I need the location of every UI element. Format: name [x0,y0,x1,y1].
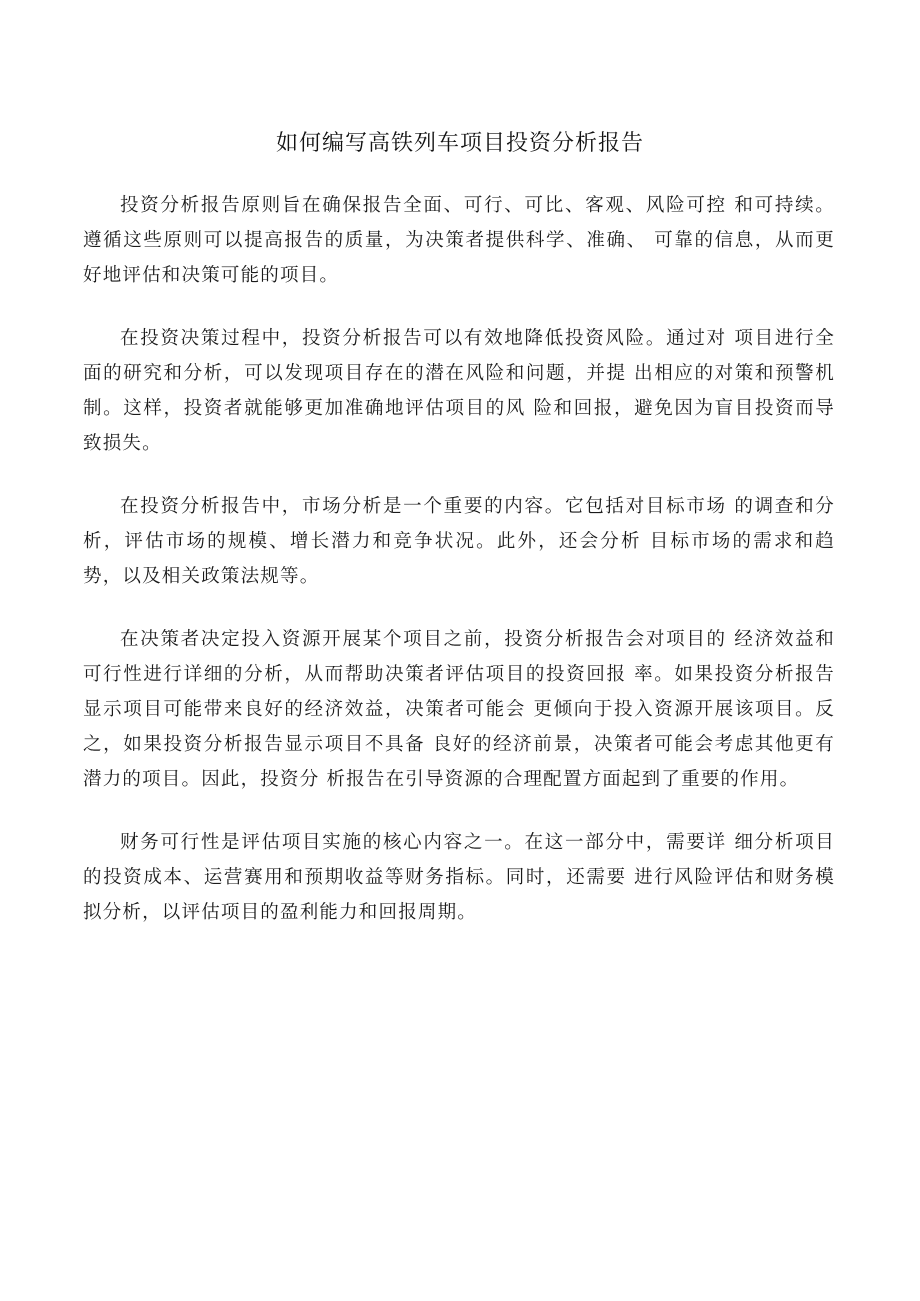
document-title: 如何编写高铁列车项目投资分析报告 [275,131,644,156]
document-body [83,188,835,958]
paragraph: 在投资分析报告中，市场分析是一个重要的内容。它包括对目标市场 的调查和分析，评估市场的规模、增长潜力和竞争状况。此外，还会分析 目标市场的需求和趋势，以及相关政策法规等。 [83,496,835,587]
paragraph: 财务可行性是评估项目实施的核心内容之一。在这一部分中，需要详 细分析项目的投资成本、运营赛用和预期收益等财务指标。同时，还需要 进行风险评估和财务模拟分析，以评估项目的盈利能力和回报周期。 [83,832,835,923]
paragraph: 投资分析报告原则旨在确保报告全面、可行、可比、客观、风险可控 和可持续。遵循这些原则可以提高报告的质量，为决策者提供科学、准确、 可靠的信息，从而更好地评估和决策可能的项目。 [83,195,835,286]
paragraph: 在投资决策过程中，投资分析报告可以有效地降低投资风险。通过对 项目进行全面的研究和分析，可以发现项目存在的潜在风险和问题，并提 出相应的对策和预警机制。这样，投资者就能够更加准确地评估项目的风 险和回报，避免因为盲目投资而导致损失。 [83,328,835,454]
paragraph: 在决策者决定投入资源开展某个项目之前，投资分析报告会对项目的 经济效益和可行性进行详细的分析，从而帮助决策者评估项目的投资回报 率。如果投资分析报告显示项目可能带来良好的经济效益，决策者可能会 更倾向于投入资源开展该项目。反之，如果投资分析报告显示项目不具备 良好的经济前景，决策者可能会考虑其他更有潜力的项目。因此，投资分 析报告在引导资源的合理配置方面起到了重要的作用。 [83,629,835,790]
